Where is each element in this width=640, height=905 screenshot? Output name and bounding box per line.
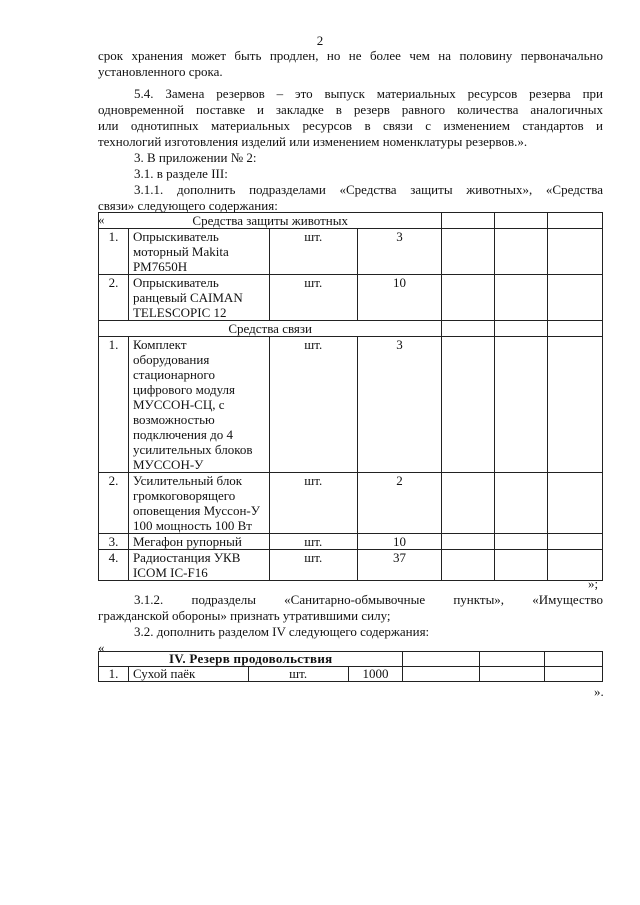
paragraph-line: 3.1.2. подразделы «Санитарно-обмывочные пункты», «Имущество — [134, 592, 603, 607]
empty-cell — [403, 667, 480, 682]
quote-open: « — [98, 212, 105, 227]
quote-open: « — [98, 640, 105, 655]
paragraph-line: 3.1.1. дополнить подразделами «Средства защиты животных», «Средства — [134, 182, 603, 197]
paragraph-line: гражданской обороны» признать утратившими силу; — [98, 608, 391, 623]
item-name: Сухой паёк — [128, 667, 248, 682]
empty-cell — [442, 473, 495, 534]
item-qty: 10 — [357, 275, 442, 321]
item-unit: шт. — [269, 337, 357, 473]
paragraph-line: технологий изготовления изделий или изменением номенклатуры резервов.». — [98, 134, 528, 149]
empty-cell — [548, 275, 603, 321]
empty-cell — [442, 213, 495, 229]
section-title: Средства защиты животных — [99, 213, 442, 229]
item-name: Усилительный блок громкоговорящего оповещения Муссон-У 100 мощность 100 Вт — [128, 473, 269, 534]
page-number: 2 — [316, 33, 324, 48]
item-unit: шт. — [269, 229, 357, 275]
empty-cell — [548, 534, 603, 550]
empty-cell — [495, 550, 548, 581]
empty-cell — [442, 229, 495, 275]
paragraph-line: или однотипных материальных ресурсов в связи с изменением стандартов и — [98, 118, 603, 133]
row-number: 4. — [99, 550, 129, 581]
row-number: 1. — [99, 337, 129, 473]
row-number: 1. — [99, 667, 129, 682]
quote-close: ». — [594, 684, 604, 699]
empty-cell — [480, 652, 545, 667]
quote-close: »; — [588, 576, 599, 591]
item-name: Опрыскиватель моторный Makita PM7650H — [128, 229, 269, 275]
empty-cell — [442, 275, 495, 321]
paragraph-line: 5.4. Замена резервов – это выпуск материальных ресурсов резерва при — [134, 86, 603, 101]
table-section-row — [99, 213, 603, 229]
item-qty: 1000 — [348, 667, 403, 682]
empty-cell — [495, 275, 548, 321]
table-row — [99, 550, 603, 581]
food-reserve-table — [98, 651, 603, 682]
paragraph-line: срок хранения может быть продлен, но не более чем на половину первоначально — [98, 48, 603, 63]
section-title: IV. Резерв продовольствия — [99, 652, 403, 667]
item-unit: шт. — [269, 275, 357, 321]
table-row — [99, 337, 603, 473]
empty-cell — [495, 321, 548, 337]
item-qty: 2 — [357, 473, 442, 534]
empty-cell — [548, 337, 603, 473]
item-name: Опрыскиватель ранцевый CAIMAN TELESCOPIC 12 — [128, 275, 269, 321]
empty-cell — [403, 652, 480, 667]
empty-cell — [548, 321, 603, 337]
empty-cell — [495, 229, 548, 275]
table-row — [99, 473, 603, 534]
item-name: Радиостанция УКВ ICOM IC-F16 — [128, 550, 269, 581]
item-unit: шт. — [269, 473, 357, 534]
table-section-row — [99, 321, 603, 337]
empty-cell — [495, 337, 548, 473]
empty-cell — [442, 337, 495, 473]
empty-cell — [442, 321, 495, 337]
row-number: 2. — [99, 473, 129, 534]
item-qty: 3 — [357, 229, 442, 275]
empty-cell — [495, 213, 548, 229]
item-qty: 37 — [357, 550, 442, 581]
table-row — [99, 275, 603, 321]
row-number: 3. — [99, 534, 129, 550]
empty-cell — [480, 667, 545, 682]
row-number: 2. — [99, 275, 129, 321]
empty-cell — [548, 229, 603, 275]
empty-cell — [545, 652, 603, 667]
paragraph-line: 3.2. дополнить разделом IV следующего содержания: — [134, 624, 430, 639]
empty-cell — [548, 213, 603, 229]
empty-cell — [442, 550, 495, 581]
empty-cell — [545, 667, 603, 682]
paragraph-line: 3.1. в разделе III: — [134, 166, 228, 181]
table-row — [99, 667, 603, 682]
paragraph-line: одновременной поставке и закладке в резерв равного количества аналогичных — [98, 102, 603, 117]
item-unit: шт. — [248, 667, 348, 682]
table-row — [99, 534, 603, 550]
empty-cell — [495, 473, 548, 534]
empty-cell — [548, 473, 603, 534]
section-title: Средства связи — [99, 321, 442, 337]
empty-cell — [495, 534, 548, 550]
reserve-table — [98, 212, 603, 581]
item-name: Мегафон рупорный — [128, 534, 269, 550]
item-unit: шт. — [269, 534, 357, 550]
item-qty: 10 — [357, 534, 442, 550]
item-qty: 3 — [357, 337, 442, 473]
item-unit: шт. — [269, 550, 357, 581]
paragraph-line: установленного срока. — [98, 64, 223, 79]
paragraph-line: 3. В приложении № 2: — [134, 150, 257, 165]
row-number: 1. — [99, 229, 129, 275]
item-name: Комплект оборудования стационарного цифрового модуля МУССОН-СЦ, с возможностью подключения до 4 усилительных блоков МУССОН-У — [128, 337, 269, 473]
table-section-row — [99, 652, 603, 667]
paragraph-line: связи» следующего содержания: — [98, 198, 278, 213]
empty-cell — [442, 534, 495, 550]
table-row — [99, 229, 603, 275]
